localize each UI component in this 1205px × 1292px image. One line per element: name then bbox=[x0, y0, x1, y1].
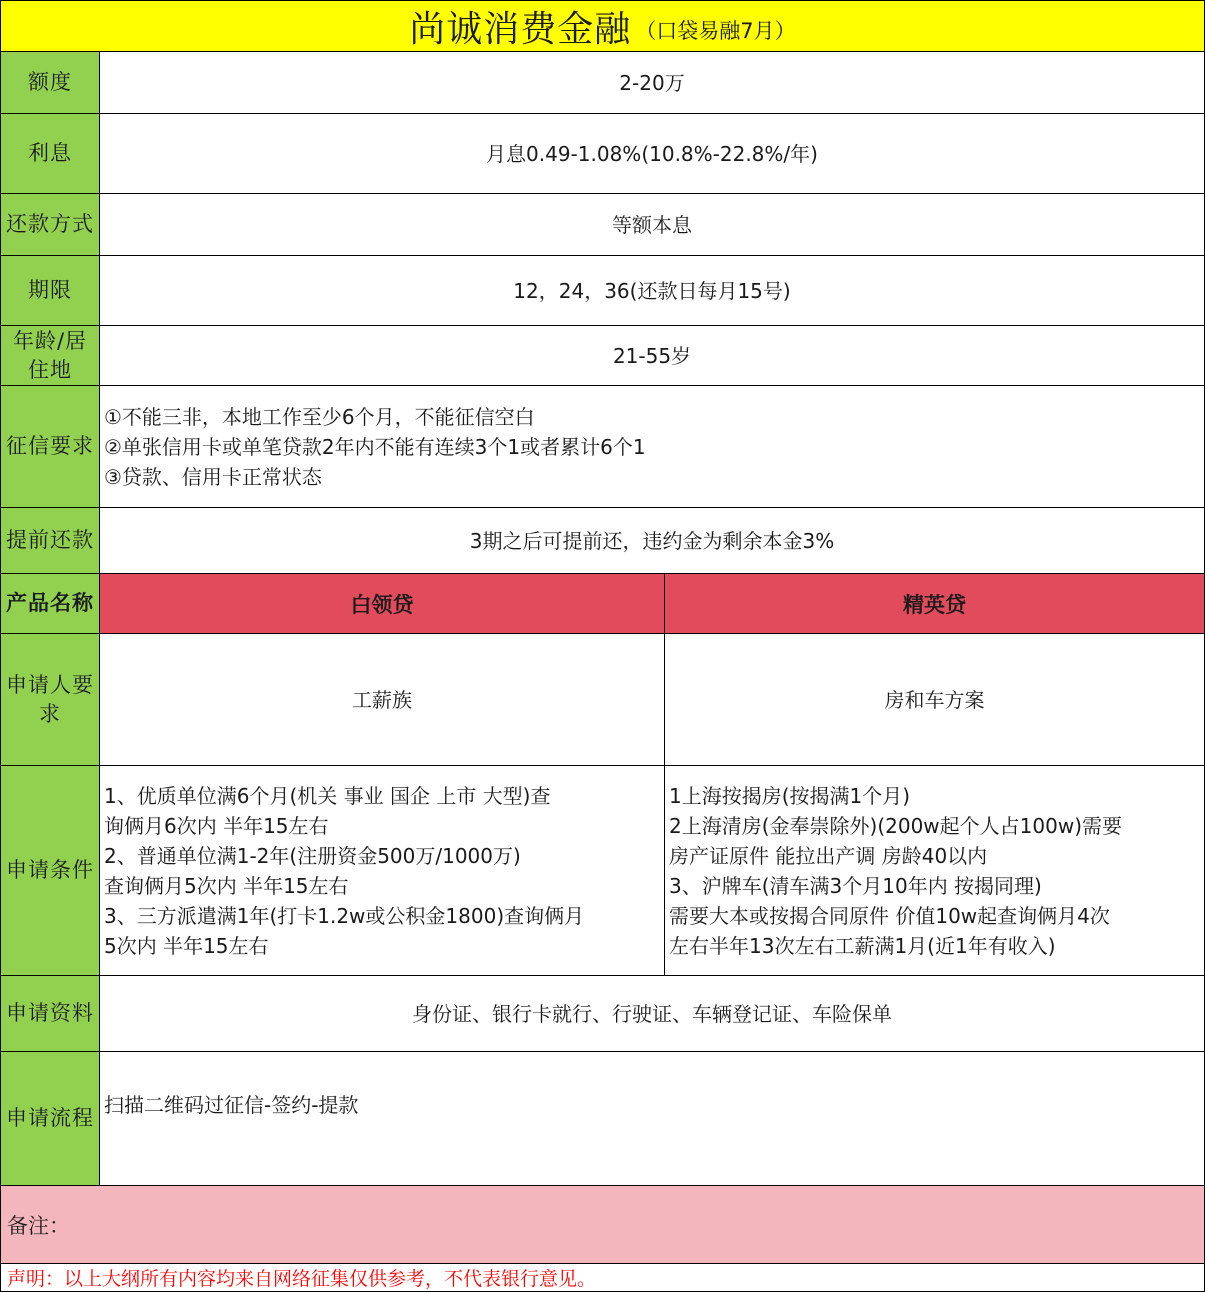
conditions-elite bbox=[665, 766, 1205, 976]
label-materials: 申请资料 bbox=[0, 976, 100, 1052]
row-age bbox=[0, 326, 1205, 386]
title-bar bbox=[0, 0, 1205, 52]
label-amount: 额度 bbox=[0, 52, 100, 114]
value-age: 21-55岁 bbox=[100, 326, 1205, 386]
label-credit: 征信要求 bbox=[0, 386, 100, 508]
condition-line: 2上海清房(金奉崇除外)(200w起个人占100w)需要 bbox=[669, 813, 1122, 838]
row-materials bbox=[0, 976, 1205, 1052]
condition-line: 2、普通单位满1-2年(注册资金500万/1000万) bbox=[104, 843, 521, 868]
condition-line: 1上海按揭房(按揭满1个月) bbox=[669, 783, 911, 808]
credit-line: ①不能三非，本地工作至少6个月，不能征信空白 bbox=[104, 404, 535, 429]
condition-line: 5次内 半年15左右 bbox=[104, 933, 269, 958]
condition-line: 3、沪牌车(清车满3个月10年内 按揭同理) bbox=[669, 873, 1042, 898]
row-repay-method bbox=[0, 194, 1205, 256]
row-term bbox=[0, 256, 1205, 326]
row-conditions bbox=[0, 766, 1205, 976]
page-subtitle: （口袋易融7月） bbox=[635, 19, 796, 43]
label-process: 申请流程 bbox=[0, 1052, 100, 1186]
declaration-row bbox=[0, 1264, 1205, 1292]
value-process: 扫描二维码过征信-签约-提款 bbox=[100, 1052, 1205, 1186]
page-title: 尚诚消费金融 bbox=[409, 8, 632, 50]
label-prepay: 提前还款 bbox=[0, 508, 100, 574]
value-amount: 2-20万 bbox=[100, 52, 1205, 114]
label-product: 产品名称 bbox=[0, 574, 100, 634]
applicant-elite: 房和车方案 bbox=[665, 634, 1205, 766]
row-amount bbox=[0, 52, 1205, 114]
row-product bbox=[0, 574, 1205, 634]
condition-line: 查询俩月5次内 半年15左右 bbox=[104, 873, 349, 898]
row-interest bbox=[0, 114, 1205, 194]
value-materials: 身份证、银行卡就行、行驶证、车辆登记证、车险保单 bbox=[100, 976, 1205, 1052]
value-term: 12，24，36(还款日每月15号) bbox=[100, 256, 1205, 326]
value-repay-method: 等额本息 bbox=[100, 194, 1205, 256]
label-age: 年龄/居住地 bbox=[0, 326, 100, 386]
condition-line: 3、三方派遣满1年(打卡1.2w或公积金1800)查询俩月 bbox=[104, 903, 585, 928]
note-row bbox=[0, 1186, 1205, 1264]
label-interest: 利息 bbox=[0, 114, 100, 194]
label-applicant: 申请人要求 bbox=[0, 634, 100, 766]
value-credit bbox=[100, 386, 1205, 508]
credit-line: ②单张信用卡或单笔贷款2年内不能有连续3个1或者累计6个1 bbox=[104, 434, 646, 459]
credit-line: ③贷款、信用卡正常状态 bbox=[104, 464, 322, 489]
product-elite-header: 精英贷 bbox=[665, 574, 1205, 634]
condition-line: 左右半年13次左右工薪满1月(近1年有收入) bbox=[669, 933, 1056, 958]
condition-line: 需要大本或按揭合同原件 价值10w起查询俩月4次 bbox=[669, 903, 1110, 928]
label-term: 期限 bbox=[0, 256, 100, 326]
value-interest: 月息0.49-1.08%(10.8%-22.8%/年) bbox=[100, 114, 1205, 194]
condition-line: 1、优质单位满6个月(机关 事业 国企 上市 大型)查 bbox=[104, 783, 551, 808]
declaration-text: 声明：以上大纲所有内容均来自网络征集仅供参考，不代表银行意见。 bbox=[7, 1268, 597, 1290]
row-credit bbox=[0, 386, 1205, 508]
row-process bbox=[0, 1052, 1205, 1186]
product-white-collar-header: 白领贷 bbox=[100, 574, 665, 634]
condition-line: 询俩月6次内 半年15左右 bbox=[104, 813, 329, 838]
label-conditions: 申请条件 bbox=[0, 766, 100, 976]
row-prepay bbox=[0, 508, 1205, 574]
condition-line: 房产证原件 能拉出产调 房龄40以内 bbox=[669, 843, 988, 868]
applicant-white-collar: 工薪族 bbox=[100, 634, 665, 766]
row-applicant bbox=[0, 634, 1205, 766]
value-prepay: 3期之后可提前还，违约金为剩余本金3% bbox=[100, 508, 1205, 574]
label-repay-method: 还款方式 bbox=[0, 194, 100, 256]
note-label: 备注： bbox=[7, 1213, 70, 1238]
conditions-white-collar bbox=[100, 766, 665, 976]
